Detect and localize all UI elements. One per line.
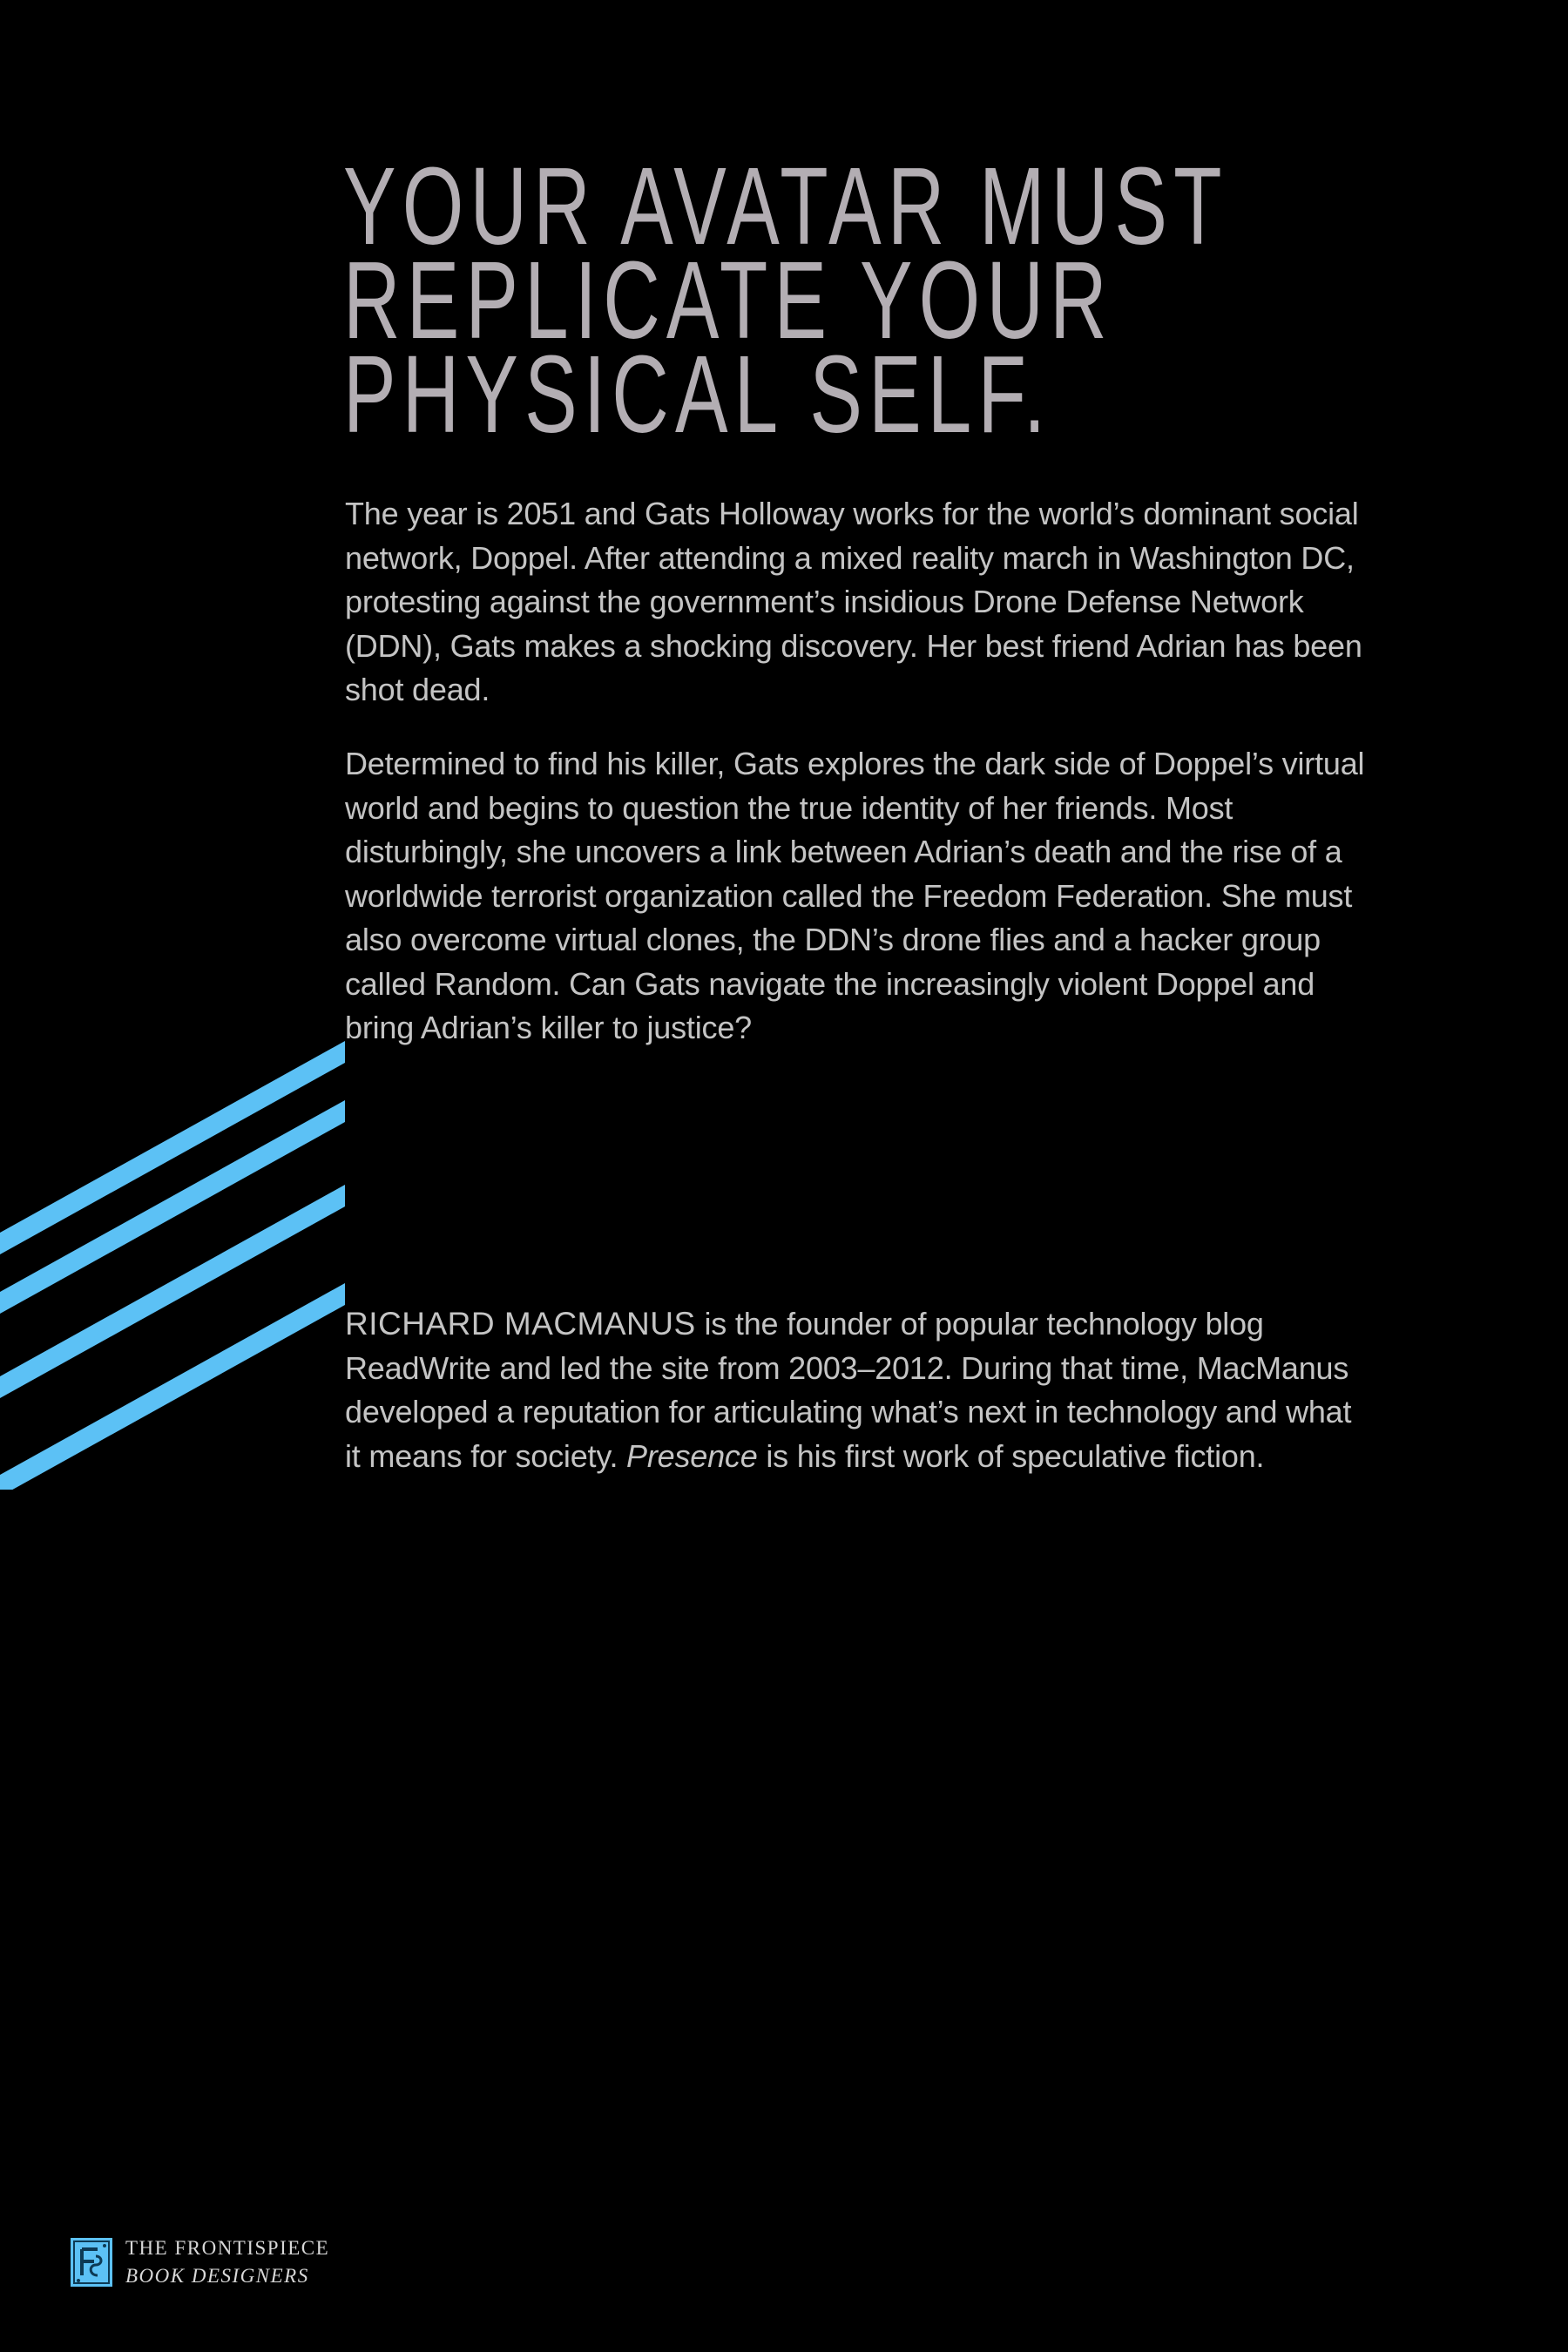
imprint-line-1: THE FRONTISPIECE: [125, 2237, 330, 2259]
headline: [343, 145, 1228, 456]
author-bio-text-2: is his first work of speculative fiction.: [757, 1437, 1265, 1474]
book-title: Presence: [626, 1437, 758, 1474]
headline-line-2: REPLICATE YOUR: [343, 239, 1113, 362]
author-bio-text-1: is the founder of popular technology blog ReadWrite and led the site from 2003–2012. During that time, MacManus developed a reputation for articulating what’s next in technology and what it means for society.: [345, 1306, 1352, 1474]
synopsis-paragraph-2: Determined to find his killer, Gats explores the dark side of Doppel’s virtual world and begins to question the true identity of her friends. Most disturbingly, she uncovers a link between Adrian’s death and the rise of a worldwide terrorist organization called the Freedom Federation. She must also overcome virtual clones, the DDN’s drone flies and a hacker group called Random. Can Gats navigate the increasingly violent Doppel and bring Adrian’s killer to justice?: [345, 746, 1365, 1045]
headline-line-3: PHYSICAL SELF.: [343, 333, 1052, 456]
headline-line-1: YOUR AVATAR MUST: [343, 145, 1228, 267]
accent-stripe-4: [0, 1283, 345, 1490]
imprint: [70, 2234, 329, 2290]
frontispiece-monogram-icon: [70, 2237, 113, 2288]
accent-stripes: [0, 1037, 348, 1490]
imprint-line-2: BOOK DESIGNERS: [125, 2265, 309, 2287]
author-name: RICHARD MACMANUS: [345, 1306, 696, 1342]
imprint-text: [125, 2234, 329, 2290]
synopsis-paragraph-1: The year is 2051 and Gats Holloway works for the world’s dominant social network, Doppel. After attending a mixed reality march in Washington DC, protesting against the government’s insidious Drone Defense Network (DDN), Gats makes a shocking discovery. Her best friend Adrian has been shot dead.: [345, 496, 1362, 707]
author-bio: [345, 1302, 1369, 1478]
